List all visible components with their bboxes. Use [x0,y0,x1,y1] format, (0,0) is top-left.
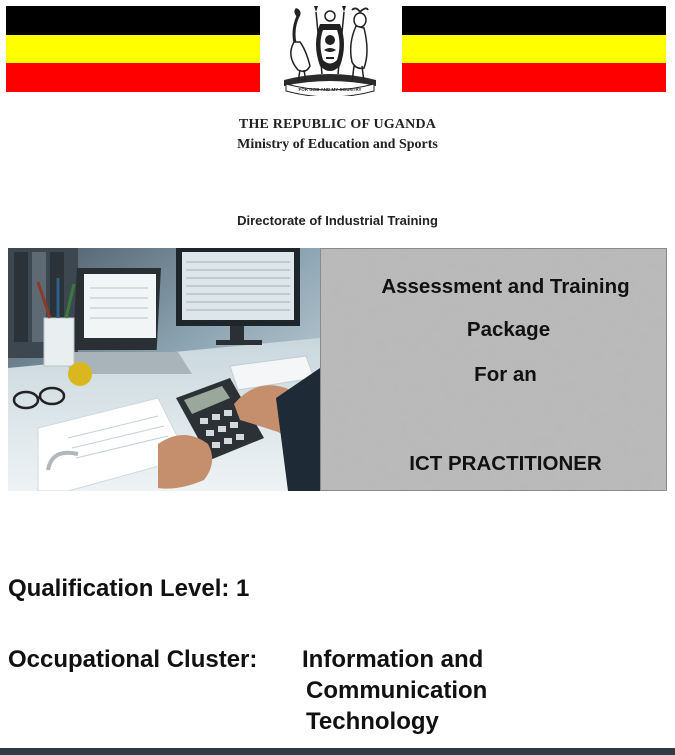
uganda-coat-of-arms-icon [276,4,384,96]
title-line-3: For an [474,363,537,386]
occupational-cluster-value-line-3: Technology [306,708,439,735]
title-line-2: Package [466,318,551,341]
title-line-occupation: ICT PRACTITIONER [409,452,602,475]
directorate-heading: Directorate of Industrial Training [237,213,438,228]
svg-text:FOR GOD AND MY COUNTRY: FOR GOD AND MY COUNTRY [298,87,362,92]
ministry-heading: Ministry of Education and Sports [237,137,438,152]
title-line-1: Assessment and Training [381,275,630,298]
qualification-level: Qualification Level: 1 [8,575,250,602]
occupational-cluster-label: Occupational Cluster: [8,646,258,673]
bottom-edge-bar [0,748,675,755]
uganda-flag-right [402,6,666,92]
occupational-cluster-value-line-2: Communication [306,677,488,704]
uganda-flag-left [6,6,260,92]
republic-heading: THE REPUBLIC OF UGANDA [238,117,437,132]
occupational-cluster-value-line-1: Information and [302,646,484,673]
office-desk-calculator-photo [8,248,320,491]
